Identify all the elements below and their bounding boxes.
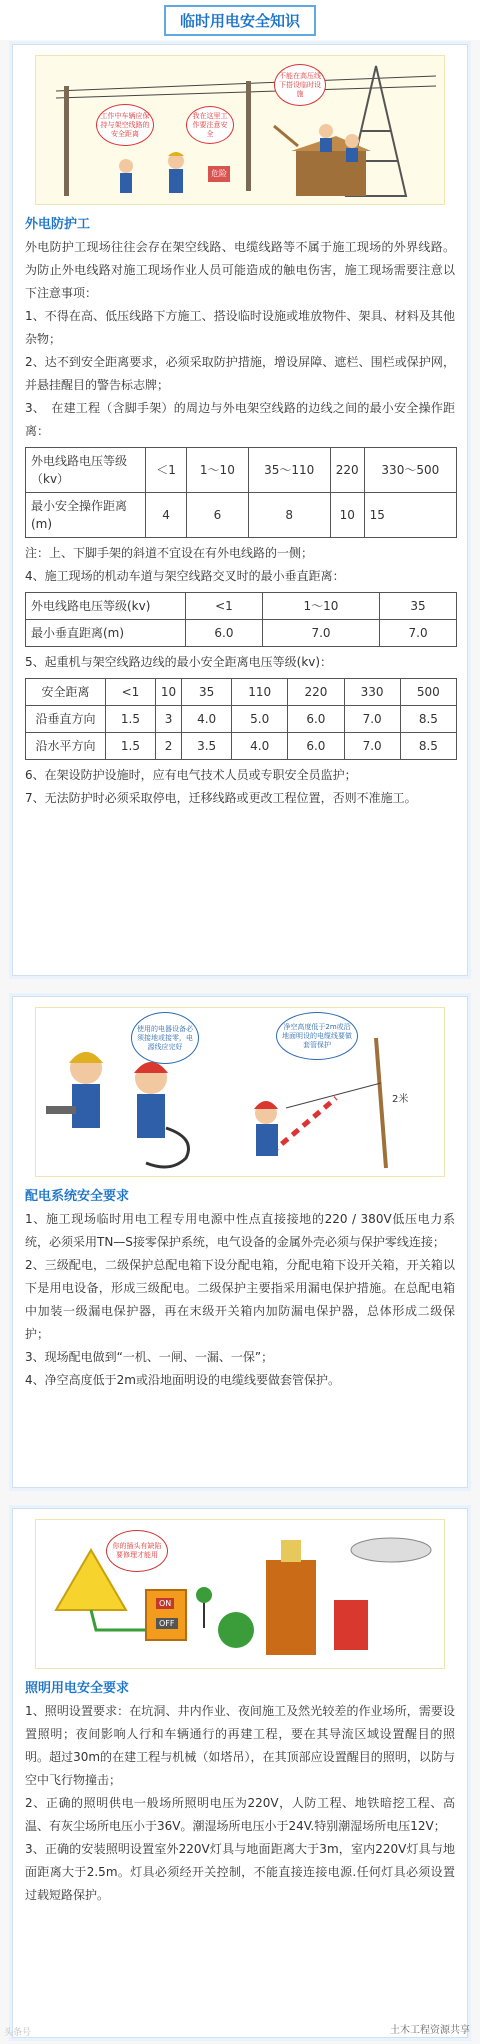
table-cell: 10 xyxy=(155,679,181,706)
table-cell: 7.0 xyxy=(344,733,400,760)
table-cell: 3.5 xyxy=(182,733,232,760)
rule-1: 1、不得在高、低压线路下方施工、搭设临时设施或堆放物件、架具、材料及其他杂物； xyxy=(25,309,455,346)
table-row xyxy=(26,493,457,538)
table-row xyxy=(26,593,457,620)
switch-on-label: ON xyxy=(156,1598,174,1609)
rule-2: 2、达不到安全距离要求，必须采取防护措施，增设屏障、遮栏、围栏或保护网，并悬挂醒目的警告标志牌； xyxy=(25,355,455,392)
table-cell: 6.0 xyxy=(288,706,344,733)
watermark: 土木工程资源共享 xyxy=(390,2025,470,2036)
table-cell: 外电线路电压等级（kv） xyxy=(26,448,146,493)
table-cell: 外电线路电压等级(kv) xyxy=(26,593,186,620)
table-cell: 35 xyxy=(182,679,232,706)
table-operating-distance xyxy=(25,447,457,538)
card-distribution-system xyxy=(12,996,468,1488)
watermark-left: 头条号 xyxy=(4,2028,32,2038)
card-lighting xyxy=(12,1508,468,2038)
table-cell: 1～10 xyxy=(187,448,249,493)
table-cell: 最小垂直距离(m) xyxy=(26,620,186,647)
illustration-workers xyxy=(35,1007,445,1177)
rule-4: 4、净空高度低于2m或沿地面明设的电缆线要做套管保护。 xyxy=(25,1373,340,1387)
table-cell: 7.0 xyxy=(262,620,379,647)
table-cell: 220 xyxy=(330,448,364,493)
page-title: 临时用电安全知识 xyxy=(164,5,316,36)
table-cell: 7.0 xyxy=(380,620,457,647)
section-title: 照明用电安全要求 xyxy=(25,1681,130,1696)
table-cell: 35～110 xyxy=(248,448,330,493)
table-cell: 500 xyxy=(400,679,456,706)
table-row xyxy=(26,706,457,733)
table-cell: 4.0 xyxy=(182,706,232,733)
intro-paragraph: 外电防护工现场往往会存在架空线路、电缆线路等不属于施工现场的外界线路。为防止外电线路对施工现场作业人员可能造成的触电伤害，施工现场需要注意以下注意事项： xyxy=(25,240,455,300)
rule-3: 3、正确的安装照明设置室外220V灯具与地面距离大于3m，室内220V灯具与地面距离大于2.5m。灯具必须经开关控制，不能直接连接电源.任何灯具必须设置过载短路保护。 xyxy=(25,1842,455,1902)
table-cell: 5.0 xyxy=(232,706,288,733)
switch-off-label: OFF xyxy=(156,1618,178,1629)
speech-bubble-left: 工作中车辆应保持与架空线路的安全距离 xyxy=(96,104,154,146)
table-cell: 4.0 xyxy=(232,733,288,760)
rule-2: 2、正确的照明供电一般场所照明电压为220V，人防工程、地铁暗挖工程、高温、有灰尘场所电压小于36V。潮湿场所电压小于24V.特别潮湿场所电压12V； xyxy=(25,1796,455,1833)
table-row xyxy=(26,733,457,760)
rule-5: 5、起重机与架空线路边线的最小安全距离电压等级(kv)： xyxy=(25,655,333,669)
table-cell: 7.0 xyxy=(344,706,400,733)
table-cell: 10 xyxy=(330,493,364,538)
rule-1: 1、照明设置要求：在坑洞、井内作业、夜间施工及然光较差的作业场所，需要设置照明；夜间影响人行和车辆通行的再建工程，要在其导流区域设置醒目的照明。超过30m的在建工程与机械（如塔吊），在其顶部应设置醒目的照明，以防与空中飞行物撞击； xyxy=(25,1704,455,1787)
table-cell: ＜1 xyxy=(146,448,187,493)
speech-bubble-left: 你的插头有缺陷要修理才能用 xyxy=(106,1530,168,1572)
illustration-power-lines xyxy=(35,55,445,205)
lighting-illustration xyxy=(36,1520,446,1670)
table-cell: 1.5 xyxy=(106,706,156,733)
table-cell: 330～500 xyxy=(364,448,456,493)
table-vertical-distance xyxy=(25,592,457,647)
card-external-protection xyxy=(12,44,468,976)
rule-6: 6、在架设防护设施时，应有电气技术人员或专职安全员监护； xyxy=(25,768,357,782)
speech-bubble-middle: 我在这里工作要注意安全 xyxy=(186,106,234,144)
title-bar xyxy=(0,0,480,40)
rule-1: 1、施工现场临时用电工程专用电源中性点直接接地的220 / 380V低压电力系统，必须采用TN—S接零保护系统，电气设备的金属外壳必须与保护零线连接； xyxy=(25,1212,455,1249)
speech-bubble-right: 净空高度低于2m或沿地面明设的电缆线要做套管保护 xyxy=(276,1012,358,1060)
table-row xyxy=(26,448,457,493)
danger-sign: 危险 xyxy=(208,166,230,182)
table-cell: 1～10 xyxy=(262,593,379,620)
table-cell: 8.5 xyxy=(400,706,456,733)
table-cell: 沿垂直方向 xyxy=(26,706,106,733)
table-cell: 安全距离 xyxy=(26,679,106,706)
table-cell: 6.0 xyxy=(186,620,263,647)
table-cell: 4 xyxy=(146,493,187,538)
rule-4: 4、施工现场的机动车道与架空线路交叉时的最小垂直距离： xyxy=(25,569,345,583)
table-cell: <1 xyxy=(186,593,263,620)
table-cell: 6.0 xyxy=(288,733,344,760)
table-row xyxy=(26,679,457,706)
table-cell: 2 xyxy=(155,733,181,760)
table-cell: 1.5 xyxy=(106,733,156,760)
note: 注：上、下脚手架的斜道不宜设在有外电线路的一侧； xyxy=(25,546,314,560)
speech-bubble-left: 使用的电器设备必须接地或接零，电源线应完好 xyxy=(131,1012,199,1064)
rule-3: 3、 在建工程（含脚手架）的周边与外电架空线路的边线之间的最小安全操作距离： xyxy=(25,401,455,438)
table-cell: 最小安全操作距离(m) xyxy=(26,493,146,538)
table-cell: 220 xyxy=(288,679,344,706)
rule-7: 7、无法防护时必须采取停电，迁移线路或更改工程位置，否则不准施工。 xyxy=(25,791,417,805)
illustration-lighting xyxy=(35,1519,445,1669)
table-cell: 8 xyxy=(248,493,330,538)
table-cell: 35 xyxy=(380,593,457,620)
table-row xyxy=(26,620,457,647)
table-cell: 6 xyxy=(187,493,249,538)
table-cell: 15 xyxy=(364,493,456,538)
table-cell: 8.5 xyxy=(400,733,456,760)
rule-3: 3、现场配电做到“一机、一闸、一漏、一保”； xyxy=(25,1350,274,1364)
workers-illustration xyxy=(36,1008,446,1178)
table-crane-distance xyxy=(25,678,457,760)
section-title: 外电防护工 xyxy=(25,217,91,232)
table-cell: <1 xyxy=(106,679,156,706)
speech-bubble-right: 不能在高压线下搭设临时设施 xyxy=(274,64,326,106)
table-cell: 330 xyxy=(344,679,400,706)
height-label: 2米 xyxy=(392,1094,409,1105)
table-cell: 110 xyxy=(232,679,288,706)
table-cell: 沿水平方向 xyxy=(26,733,106,760)
rule-2: 2、三级配电，二级保护总配电箱下设分配电箱，分配电箱下设开关箱，开关箱以下是用电设备，形成三级配电。二级保护主要指采用漏电保护措施。在总配电箱中加装一级漏电保护器，再在末级开关箱内加防漏电保护器，总体形成二级保护； xyxy=(25,1258,455,1341)
section-title: 配电系统安全要求 xyxy=(25,1189,130,1204)
table-cell: 3 xyxy=(155,706,181,733)
